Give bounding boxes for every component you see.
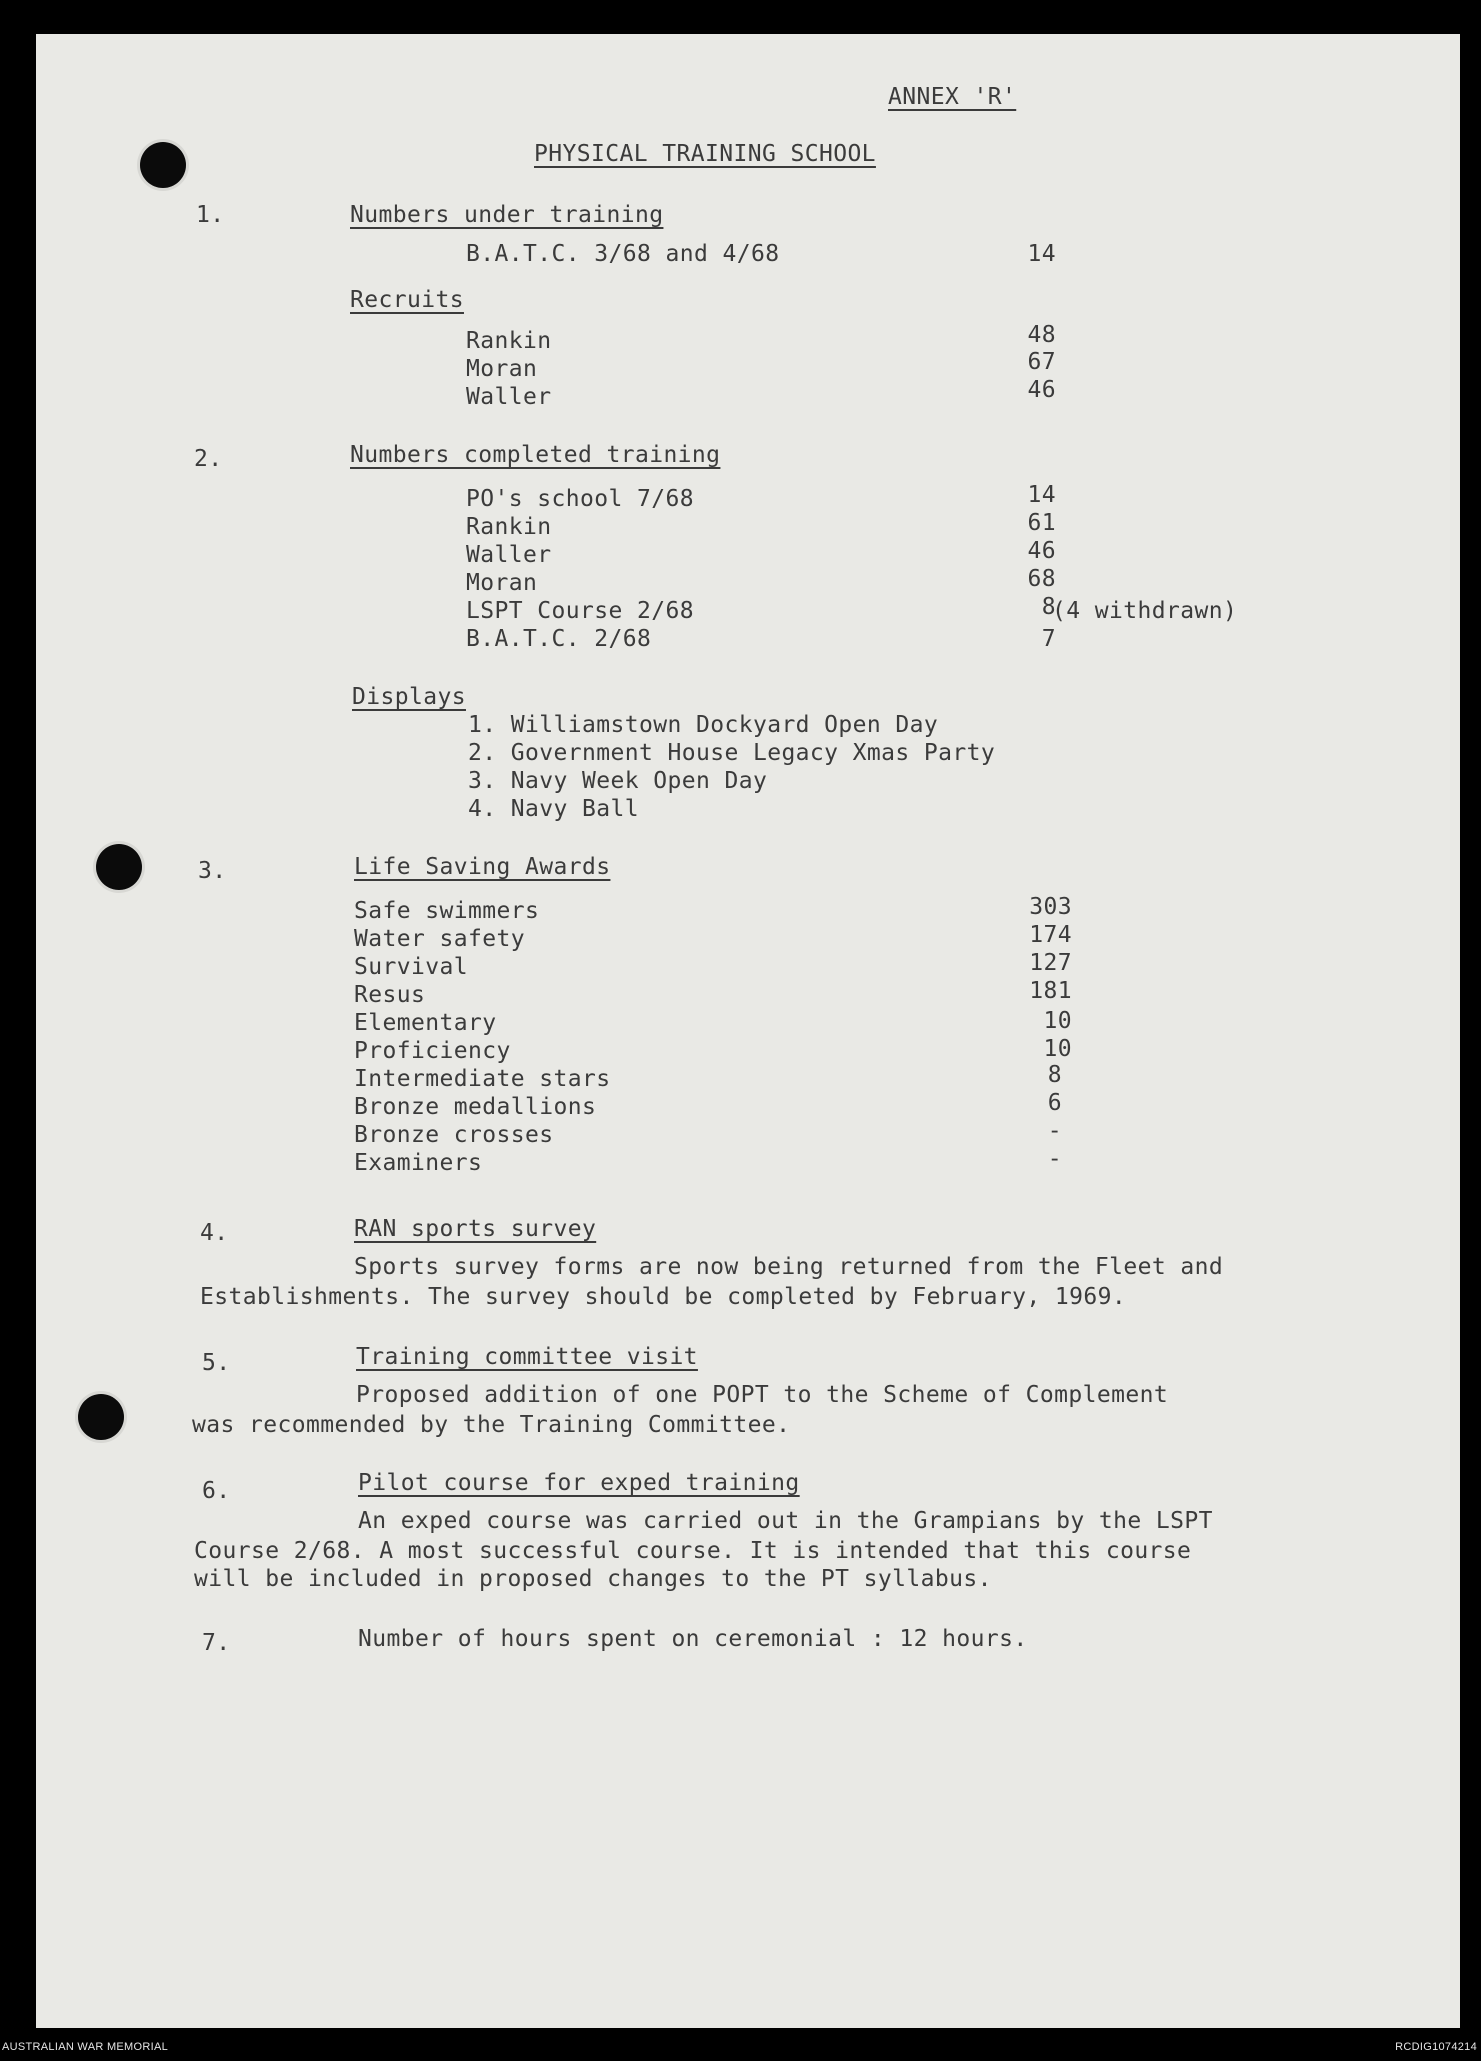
award-value: 6	[1047, 1090, 1062, 1116]
award-value: 127	[1029, 950, 1072, 976]
section-2-heading: Numbers completed training	[350, 442, 721, 468]
display-item: 1. Williamstown Dockyard Open Day	[468, 712, 939, 738]
section-4-number: 4.	[200, 1220, 229, 1246]
completed-label: PO's school 7/68	[466, 486, 694, 512]
section-5-heading: Training committee visit	[356, 1344, 698, 1370]
punch-hole-middle	[96, 844, 142, 890]
page-title: PHYSICAL TRAINING SCHOOL	[534, 141, 876, 167]
section-6-heading: Pilot course for exped training	[358, 1470, 800, 1496]
award-value: 8	[1047, 1062, 1062, 1088]
completed-value: 61	[1027, 510, 1056, 536]
completed-value: 46	[1027, 538, 1056, 564]
section-1-number: 1.	[196, 202, 225, 228]
punch-hole-bottom	[78, 1394, 124, 1440]
completed-label: Moran	[466, 570, 538, 596]
recruit-value: 48	[1027, 322, 1056, 348]
section-2-number: 2.	[194, 446, 223, 472]
paragraph-line: was recommended by the Training Committee.	[192, 1412, 791, 1438]
award-label: Proficiency	[354, 1038, 511, 1064]
paragraph-line: An exped course was carried out in the Grampians by the LSPT	[358, 1508, 1213, 1534]
footer-id: RCDIG1074214	[1395, 2041, 1477, 2053]
paragraph-line: Proposed addition of one POPT to the Scheme of Complement	[356, 1382, 1169, 1408]
recruit-value: 67	[1027, 349, 1056, 375]
award-value: 174	[1029, 922, 1072, 948]
footer-source: AUSTRALIAN WAR MEMORIAL	[2, 2041, 169, 2053]
displays-heading: Displays	[352, 684, 466, 710]
display-item: 2. Government House Legacy Xmas Party	[468, 740, 996, 766]
completed-label: Rankin	[466, 514, 552, 540]
paragraph-line: will be included in proposed changes to the PT syllabus.	[194, 1566, 992, 1592]
award-label: Survival	[354, 954, 468, 980]
section-7-number: 7.	[202, 1630, 231, 1656]
section-1-heading: Numbers under training	[350, 202, 664, 228]
completed-label: Waller	[466, 542, 552, 568]
recruit-label: Moran	[466, 356, 538, 382]
display-item: 4. Navy Ball	[468, 796, 639, 822]
award-label: Water safety	[354, 926, 525, 952]
section-6-number: 6.	[202, 1478, 231, 1504]
award-value: 181	[1029, 978, 1072, 1004]
completed-label: LSPT Course 2/68	[466, 598, 694, 624]
document-page	[36, 34, 1460, 2028]
award-label: Safe swimmers	[354, 898, 540, 924]
punch-hole-top	[140, 142, 186, 188]
paragraph-line: Course 2/68. A most successful course. It is intended that this course	[194, 1538, 1192, 1564]
batc-value: 14	[1027, 241, 1056, 267]
section-4-heading: RAN sports survey	[354, 1216, 597, 1242]
paragraph-line: Sports survey forms are now being returned from the Fleet and	[354, 1254, 1224, 1280]
award-value: -	[1047, 1146, 1062, 1172]
display-item: 3. Navy Week Open Day	[468, 768, 768, 794]
completed-value: 14	[1027, 482, 1056, 508]
recruit-value: 46	[1027, 377, 1056, 403]
section-3-heading: Life Saving Awards	[354, 854, 611, 880]
section-3-number: 3.	[198, 858, 227, 884]
award-label: Bronze crosses	[354, 1122, 554, 1148]
award-label: Bronze medallions	[354, 1094, 597, 1120]
recruit-label: Waller	[466, 384, 552, 410]
paragraph-line: Establishments. The survey should be completed by February, 1969.	[200, 1284, 1127, 1310]
section-7-text: Number of hours spent on ceremonial : 12 hours.	[358, 1626, 1028, 1652]
withdrawn-note: (4 withdrawn)	[1052, 598, 1238, 624]
section-5-number: 5.	[202, 1350, 231, 1376]
award-value: 10	[1043, 1036, 1072, 1062]
award-label: Intermediate stars	[354, 1066, 611, 1092]
award-value: -	[1047, 1118, 1062, 1144]
completed-value: 8	[1041, 594, 1056, 620]
award-label: Examiners	[354, 1150, 483, 1176]
recruits-heading: Recruits	[350, 287, 464, 313]
annex-label: ANNEX 'R'	[888, 84, 1017, 110]
award-value: 303	[1029, 894, 1072, 920]
recruit-label: Rankin	[466, 328, 552, 354]
completed-value: 68	[1027, 566, 1056, 592]
award-label: Elementary	[354, 1010, 497, 1036]
completed-label: B.A.T.C. 2/68	[466, 626, 652, 652]
award-value: 10	[1043, 1008, 1072, 1034]
completed-value: 7	[1041, 626, 1056, 652]
award-label: Resus	[354, 982, 426, 1008]
batc-label: B.A.T.C. 3/68 and 4/68	[466, 241, 780, 267]
